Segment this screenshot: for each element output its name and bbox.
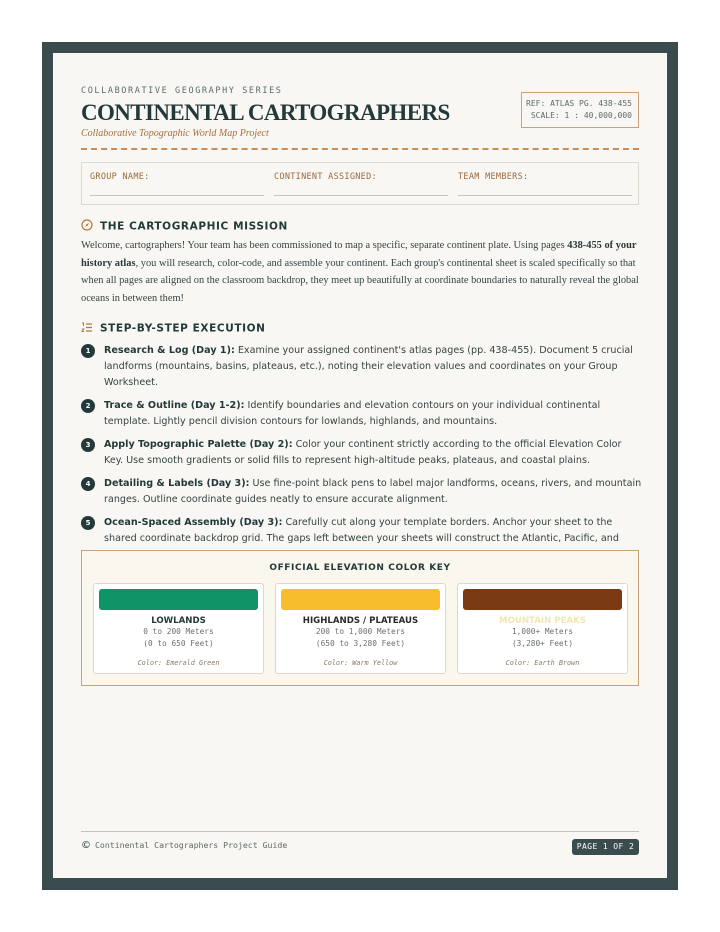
step-title: Detailing & Labels (Day 3):	[104, 478, 250, 490]
color-swatch	[99, 589, 258, 610]
key-card-name: LOWLANDS	[151, 616, 206, 626]
team-members-label: TEAM MEMBERS:	[458, 172, 529, 182]
step-title: Ocean-Spaced Assembly (Day 3):	[104, 517, 283, 529]
execution-heading-text: STEP-BY-STEP EXECUTION	[100, 322, 266, 335]
key-card-color-label: Color: Emerald Green	[137, 659, 220, 667]
steps-list	[81, 343, 643, 570]
key-card-mountains	[457, 583, 628, 674]
step-number-badge: 2	[81, 399, 95, 413]
mission-text-1: Welcome, cartographers! Your team has been commissioned to map a specific, separate continent plate. Using pages	[81, 240, 568, 251]
step-number-badge: 4	[81, 477, 95, 491]
team-members-field[interactable]	[458, 172, 632, 196]
step-title: Research & Log (Day 1):	[104, 345, 235, 356]
step-item	[81, 343, 643, 392]
step-item	[81, 398, 643, 430]
step-item	[81, 437, 643, 469]
key-card-color-label: Color: Earth Brown	[505, 659, 580, 667]
footer-guide-text: Continental Cartographers Project Guide	[95, 840, 288, 850]
elevation-color-key	[81, 550, 639, 686]
atlas-reference: REF: ATLAS PG. 438-455	[526, 99, 632, 108]
group-name-label: GROUP NAME:	[90, 172, 150, 182]
step-text: Identify boundaries and elevation contours on your individual continental template. Lightly pencil division contours for lowlands, highlands, and mountains.	[104, 400, 601, 428]
step-text: Use fine-point black pens to label major landforms, oceans, rivers, and mountain ranges. Outline coordinate guides neatly to ensure accurate alignment.	[104, 478, 642, 506]
key-card-feet: (0 to 650 Feet)	[143, 639, 214, 648]
group-info-form	[81, 162, 639, 205]
key-card-color-label: Color: Warm Yellow	[323, 659, 398, 667]
step-number-badge: 3	[81, 438, 95, 452]
key-card-name: MOUNTAIN PEAKS	[499, 616, 586, 626]
mission-atlas-pages: 438-455 of your history atlas	[81, 240, 637, 269]
key-card-highlands	[275, 583, 446, 674]
key-card-name: HIGHLANDS / PLATEAUS	[302, 616, 419, 626]
team-members-line[interactable]	[458, 195, 632, 196]
continent-field[interactable]	[274, 172, 448, 196]
color-key-title: OFFICIAL ELEVATION COLOR KEY	[269, 563, 451, 573]
key-card-lowlands	[93, 583, 264, 674]
key-card-meters: 0 to 200 Meters	[143, 627, 214, 636]
series-label: COLLABORATIVE GEOGRAPHY SERIES	[81, 86, 283, 96]
page-title: CONTINENTAL CARTOGRAPHERS	[81, 100, 450, 125]
copyright-icon: ©	[81, 840, 91, 851]
mission-paragraph	[81, 237, 641, 307]
compass-icon	[81, 219, 95, 234]
step-text: Carefully cut along your template borders. Anchor your sheet to the shared coordinate backdrop grid. The gaps left between your sheets will construct the Atlantic, Pacific, and	[104, 517, 619, 545]
map-scale: SCALE: 1 : 40,000,000	[530, 111, 632, 120]
continent-line[interactable]	[274, 195, 448, 196]
page-subtitle: Collaborative Topographic World Map Project	[81, 128, 269, 139]
footer-divider	[81, 831, 639, 832]
color-swatch	[281, 589, 440, 610]
step-number-badge: 1	[81, 344, 95, 358]
key-card-feet: (650 to 3,280 Feet)	[315, 639, 406, 648]
step-text: Color your continent strictly according to the official Elevation Color Key. Use smooth gradients or solid fills to represent high-altitude peaks, plateaus, and coastal plains.	[104, 439, 622, 467]
group-name-field[interactable]	[90, 172, 264, 196]
page-number-badge: PAGE 1 OF 2	[572, 839, 639, 855]
mission-heading-text: THE CARTOGRAPHIC MISSION	[100, 220, 288, 233]
group-name-line[interactable]	[90, 195, 264, 196]
key-card-feet: (3,280+ Feet)	[511, 639, 574, 648]
step-text: Examine your assigned continent's atlas pages (pp. 438-455). Document 5 crucial landforms (mountains, basins, plateaus, etc.), noting their elevation values and coordinates on your Group Worksheet.	[104, 345, 633, 389]
key-card-meters: 200 to 1,000 Meters	[315, 627, 406, 636]
execution-heading	[81, 321, 266, 336]
footer-guide	[81, 840, 287, 851]
mission-text-2: , you will research, color-code, and assemble your continent. Each group's continental sheet is scaled specifically so that when all pages are aligned on the classroom backdrop, they meet up beautifully at coordinate boundaries to naturally reveal the global oceans in between them!	[81, 257, 639, 304]
reference-box	[521, 92, 639, 128]
step-title: Apply Topographic Palette (Day 2):	[104, 439, 293, 451]
step-item	[81, 476, 643, 508]
color-swatch	[463, 589, 622, 610]
dashed-divider	[81, 148, 639, 150]
step-number-badge: 5	[81, 516, 95, 530]
numbered-list-icon	[81, 321, 95, 336]
key-card-meters: 1,000+ Meters	[511, 627, 574, 636]
mission-heading	[81, 219, 288, 234]
continent-label: CONTINENT ASSIGNED:	[274, 172, 377, 182]
step-title: Trace & Outline (Day 1-2):	[104, 400, 245, 412]
